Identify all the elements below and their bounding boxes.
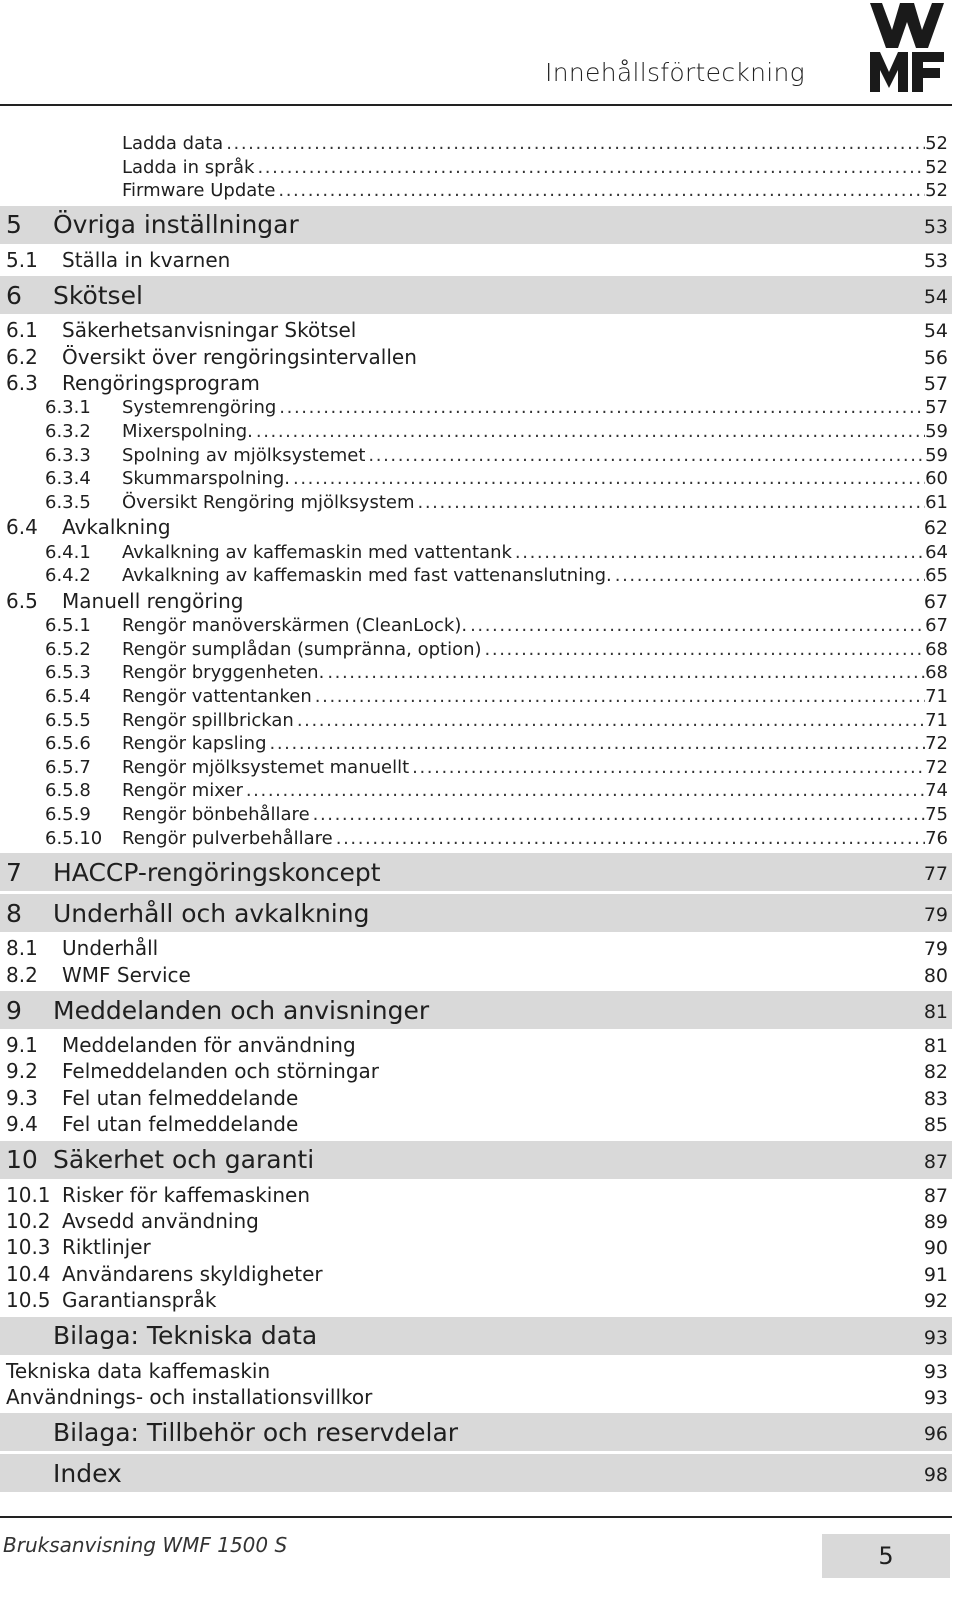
toc-number: 8.1 — [6, 936, 38, 961]
toc-page-number: 52 — [925, 156, 948, 178]
toc-title: Tekniska data kaffemaskin — [6, 1358, 271, 1383]
toc-chapter[interactable] — [0, 276, 952, 314]
toc-page-number: 52 — [925, 180, 948, 202]
toc-page-number: 62 — [923, 517, 948, 540]
toc-number: 9.4 — [6, 1112, 38, 1137]
toc-title: Användnings- och installationsvillkor — [6, 1384, 373, 1409]
toc-number: 6.5.9 — [45, 804, 91, 826]
toc-title: Meddelanden för användning — [62, 1033, 356, 1057]
toc-chapter[interactable] — [0, 991, 952, 1029]
toc-number: 6.5.5 — [45, 709, 91, 731]
toc-number: 6.5.8 — [45, 780, 91, 802]
toc-page-number: 92 — [923, 1290, 948, 1313]
toc-section[interactable] — [0, 588, 952, 614]
toc-title: Avkalkning av kaffemaskin med vattentank — [122, 541, 512, 563]
toc-page-number: 53 — [923, 215, 948, 238]
toc-number: 10.5 — [6, 1288, 51, 1313]
toc-page-number: 85 — [923, 1114, 948, 1137]
toc-number: 9.2 — [6, 1059, 38, 1084]
toc-number: 6.5.10 — [45, 827, 103, 849]
page-title: Innehållsförteckning — [545, 58, 805, 87]
page-number: 5 — [822, 1534, 950, 1578]
toc-chapter[interactable] — [0, 206, 952, 244]
toc-title: Skummarspolning. — [122, 468, 290, 490]
toc-title: Systemrengöring — [122, 397, 277, 419]
toc-page-number: 54 — [923, 286, 948, 309]
toc-page-number: 91 — [923, 1263, 948, 1286]
toc-subsection[interactable] — [0, 541, 952, 565]
toc-number: 6.3.4 — [45, 468, 91, 490]
toc-page-number: 59 — [925, 444, 948, 466]
dot-leader — [512, 541, 925, 565]
toc-section[interactable] — [0, 1358, 952, 1384]
toc-section[interactable] — [0, 1111, 952, 1137]
toc-number: 6.1 — [6, 318, 38, 343]
toc-page-number: 80 — [923, 964, 948, 987]
toc-number: 9 — [6, 995, 22, 1025]
toc-page-number: 96 — [923, 1423, 948, 1446]
toc-page-number: 65 — [925, 565, 948, 587]
toc-subsection[interactable] — [0, 661, 952, 685]
toc-title: Rengör pulverbehållare — [122, 827, 333, 849]
toc-title: Firmware Update — [122, 180, 276, 202]
toc-page-number: 53 — [923, 249, 948, 272]
toc-title: Rengör mixer — [122, 780, 243, 802]
toc-number: 6.3.3 — [45, 444, 91, 466]
toc-title: Rengör kapsling — [122, 733, 267, 755]
toc-number: 9.3 — [6, 1085, 38, 1110]
dot-leader — [415, 491, 926, 515]
toc-subsection[interactable] — [0, 467, 952, 491]
toc-number: 6.5.4 — [45, 686, 91, 708]
toc-page-number: 57 — [923, 372, 948, 395]
toc-title: Avkalkning — [62, 515, 171, 540]
toc-page-number: 83 — [923, 1087, 948, 1110]
toc-title: Avsedd användning — [62, 1208, 259, 1233]
toc-page-number: 90 — [923, 1237, 948, 1260]
toc-title: Rengör spillbrickan — [122, 709, 294, 731]
footer-divider — [0, 1516, 952, 1518]
toc-title: Skötsel — [53, 280, 143, 310]
toc-page-number: 72 — [925, 733, 948, 755]
toc-number: 6.5.1 — [45, 615, 91, 637]
toc-title: WMF Service — [62, 962, 191, 987]
toc-title: Rengör bryggenheten. — [122, 662, 325, 684]
toc-title: Ladda in språk — [122, 156, 255, 178]
toc-subsection[interactable] — [0, 132, 952, 156]
toc-title: Bilaga: Tekniska data — [53, 1321, 318, 1351]
toc-title: Rengöringsprogram — [62, 370, 260, 395]
toc-title: Manuell rengöring — [62, 588, 244, 613]
toc-title: Fel utan felmeddelande — [62, 1112, 299, 1137]
toc-subsection[interactable] — [0, 709, 952, 733]
dot-leader — [276, 396, 925, 420]
toc-title: Översikt Rengöring mjölksystem — [122, 491, 415, 513]
toc-number: 9.1 — [6, 1033, 38, 1057]
toc-title: Underhåll och avkalkning — [53, 898, 370, 928]
toc-number: 10.1 — [6, 1182, 51, 1207]
dot-leader — [294, 709, 925, 733]
toc-number: 8 — [6, 898, 22, 928]
toc-section[interactable] — [0, 344, 952, 370]
toc-subsection[interactable] — [0, 396, 952, 420]
toc-page-number: 67 — [923, 590, 948, 613]
dot-leader — [254, 156, 925, 180]
toc-title: Index — [53, 1458, 122, 1488]
table-of-contents — [0, 132, 952, 1495]
toc-subsection[interactable] — [0, 732, 952, 756]
toc-page-number: 81 — [923, 1001, 948, 1023]
toc-page-number: 56 — [923, 346, 948, 369]
toc-number: 6 — [6, 280, 22, 310]
dot-leader — [467, 614, 925, 638]
toc-page-number: 79 — [923, 904, 948, 927]
toc-section[interactable] — [0, 1085, 952, 1111]
toc-page-number: 93 — [923, 1326, 948, 1349]
toc-page-number: 89 — [923, 1210, 948, 1233]
toc-page-number: 57 — [925, 397, 948, 419]
footer-manual-title: Bruksanvisning WMF 1500 S — [3, 1533, 288, 1557]
dot-leader — [253, 420, 925, 444]
toc-title: Bilaga: Tillbehör och reservdelar — [53, 1417, 459, 1447]
toc-page-number: 68 — [925, 662, 948, 684]
toc-title: Spolning av mjölksystemet — [122, 444, 366, 466]
toc-title: Fel utan felmeddelande — [62, 1085, 299, 1110]
toc-page-number: 60 — [925, 468, 948, 490]
toc-number: 10 — [6, 1145, 38, 1175]
toc-subsection[interactable] — [0, 803, 952, 827]
toc-title: Rengör mjölksystemet manuellt — [122, 756, 410, 778]
toc-number: 6.5.7 — [45, 756, 91, 778]
toc-subsection[interactable] — [0, 827, 952, 851]
toc-number: 10.4 — [6, 1261, 51, 1286]
toc-page-number: 67 — [925, 615, 948, 637]
toc-number: 6.3.5 — [45, 491, 91, 513]
toc-number: 6.3.2 — [45, 420, 91, 442]
toc-title: Rengör manöverskärmen (CleanLock). — [122, 615, 468, 637]
toc-page-number: 54 — [923, 320, 948, 343]
toc-section[interactable] — [0, 1182, 952, 1208]
toc-chapter[interactable] — [0, 1317, 952, 1355]
toc-title: Ladda data — [122, 133, 224, 154]
toc-number: 6.3.1 — [45, 397, 91, 419]
toc-number: 6.4 — [6, 515, 38, 540]
toc-subsection[interactable] — [0, 614, 952, 638]
toc-subsection[interactable] — [0, 420, 952, 444]
toc-title: Avkalkning av kaffemaskin med fast vattenanslutning. — [122, 565, 612, 587]
toc-subsection[interactable] — [0, 564, 952, 588]
toc-page-number: 71 — [925, 686, 948, 708]
toc-page-number: 74 — [925, 780, 948, 802]
toc-subsection[interactable] — [0, 491, 952, 515]
toc-number: 6.2 — [6, 344, 38, 369]
dot-leader — [290, 467, 925, 491]
toc-section[interactable] — [0, 935, 952, 961]
toc-title: Rengör sumplådan (sumpränna, option) — [122, 638, 482, 660]
toc-number: 6.5.3 — [45, 662, 91, 684]
toc-page-number: 93 — [923, 1360, 948, 1383]
toc-subsection[interactable] — [0, 156, 952, 180]
dot-leader — [267, 732, 926, 756]
toc-chapter[interactable] — [0, 1141, 952, 1179]
toc-number: 6.4.2 — [45, 565, 91, 587]
toc-number: 10.3 — [6, 1235, 51, 1260]
toc-page-number: 71 — [925, 709, 948, 731]
toc-page-number: 68 — [925, 638, 948, 660]
toc-page-number: 98 — [923, 1464, 948, 1487]
dot-leader — [365, 444, 925, 468]
toc-number: 6.5 — [6, 588, 38, 613]
toc-title: HACCP-rengöringskoncept — [53, 857, 381, 887]
toc-page-number: 79 — [923, 938, 948, 961]
dot-leader — [482, 638, 926, 662]
wmf-logo-icon — [868, 0, 948, 96]
toc-page-number: 93 — [923, 1386, 948, 1409]
toc-section[interactable] — [0, 962, 952, 988]
toc-page-number: 81 — [923, 1035, 948, 1057]
toc-number: 6.3 — [6, 370, 38, 395]
toc-page-number: 61 — [925, 491, 948, 513]
toc-title: Användarens skyldigheter — [62, 1261, 323, 1286]
dot-leader — [324, 661, 925, 685]
toc-page-number: 77 — [923, 863, 948, 886]
toc-subsection[interactable] — [0, 638, 952, 662]
toc-title: Mixerspolning. — [122, 420, 253, 442]
toc-page-number: 64 — [925, 541, 948, 563]
toc-title: Ställa in kvarnen — [62, 247, 231, 272]
toc-page-number: 87 — [923, 1184, 948, 1207]
toc-subsection[interactable] — [0, 779, 952, 803]
toc-number: 7 — [6, 857, 22, 887]
toc-title: Risker för kaffemaskinen — [62, 1182, 311, 1207]
toc-section[interactable] — [0, 1384, 952, 1410]
toc-page-number: 72 — [925, 756, 948, 778]
dot-leader — [409, 756, 925, 780]
header-divider — [0, 104, 952, 106]
toc-subsection[interactable] — [0, 756, 952, 780]
toc-section[interactable] — [0, 1032, 952, 1058]
toc-chapter[interactable] — [0, 894, 952, 932]
toc-page-number: 87 — [923, 1150, 948, 1173]
dot-leader — [612, 564, 925, 588]
toc-subsection[interactable] — [0, 179, 952, 203]
toc-section[interactable] — [0, 317, 952, 343]
toc-title: Underhåll — [62, 936, 159, 961]
toc-section[interactable] — [0, 1058, 952, 1084]
toc-title: Översikt över rengöringsintervallen — [62, 344, 417, 369]
dot-leader — [333, 827, 925, 851]
toc-section[interactable] — [0, 1287, 952, 1313]
toc-section[interactable] — [0, 1208, 952, 1234]
toc-page-number: 82 — [923, 1061, 948, 1084]
toc-page-number: 76 — [925, 827, 948, 849]
toc-chapter[interactable] — [0, 1413, 952, 1451]
toc-number: 6.5.6 — [45, 733, 91, 755]
toc-title: Säkerhet och garanti — [53, 1145, 315, 1175]
toc-number: 8.2 — [6, 962, 38, 987]
dot-leader — [223, 132, 925, 156]
toc-title: Rengör bönbehållare — [122, 804, 310, 826]
toc-number: 6.5.2 — [45, 638, 91, 660]
toc-title: Felmeddelanden och störningar — [62, 1059, 379, 1084]
toc-chapter[interactable] — [0, 1454, 952, 1492]
toc-page-number: 59 — [925, 420, 948, 442]
toc-title: Meddelanden och anvisninger — [53, 995, 430, 1025]
toc-number: 5 — [6, 210, 22, 240]
dot-leader — [310, 803, 925, 827]
toc-section[interactable] — [0, 1261, 952, 1287]
toc-title: Rengör vattentanken — [122, 686, 312, 708]
toc-subsection[interactable] — [0, 685, 952, 709]
toc-title: Säkerhetsanvisningar Skötsel — [62, 318, 357, 343]
toc-page-number: 52 — [925, 133, 948, 154]
dot-leader — [312, 685, 925, 709]
toc-section[interactable] — [0, 1234, 952, 1260]
toc-section[interactable] — [0, 247, 952, 273]
dot-leader — [243, 779, 925, 803]
toc-title: Övriga inställningar — [53, 210, 299, 240]
toc-number: 6.4.1 — [45, 541, 91, 563]
toc-chapter[interactable] — [0, 853, 952, 891]
dot-leader — [275, 179, 925, 203]
toc-number: 10.2 — [6, 1208, 51, 1233]
toc-title: Riktlinjer — [62, 1235, 151, 1260]
toc-number: 5.1 — [6, 247, 38, 272]
toc-page-number: 75 — [925, 804, 948, 826]
toc-title: Garantianspråk — [62, 1288, 217, 1313]
toc-subsection[interactable] — [0, 444, 952, 468]
toc-section[interactable] — [0, 370, 952, 396]
toc-section[interactable] — [0, 514, 952, 540]
